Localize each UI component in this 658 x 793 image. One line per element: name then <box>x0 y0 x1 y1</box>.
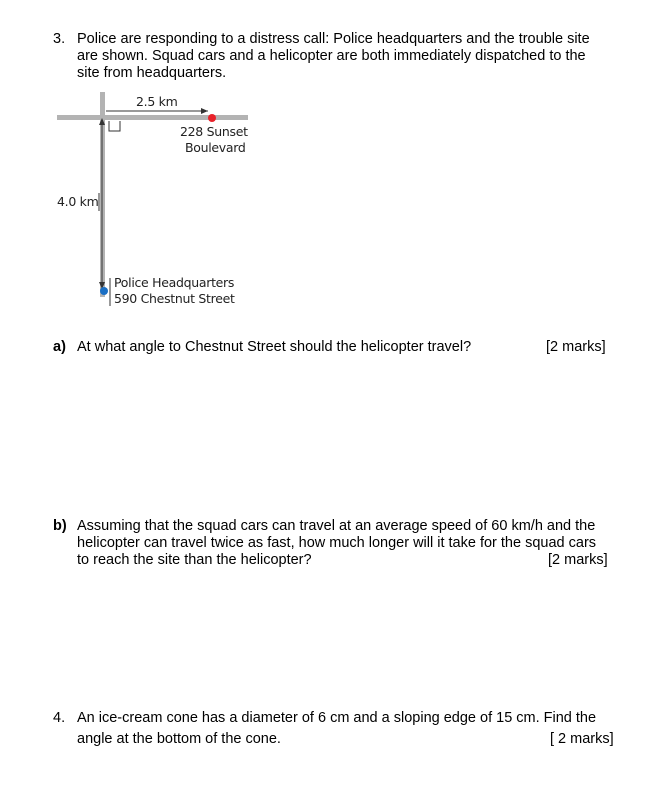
part-b-text-line-2: helicopter can travel twice as fast, how much longer will it take for the squad cars <box>77 535 597 551</box>
question-4-text-line-1: An ice-cream cone has a diameter of 6 cm and a sloping edge of 15 cm. Find the <box>77 710 597 726</box>
part-a-label: a) <box>53 339 66 355</box>
question-4-marks: [ 2 marks] <box>550 731 614 747</box>
part-a-text: At what angle to Chestnut Street should the helicopter travel? <box>77 339 472 355</box>
hq-label-line-2: 590 Chestnut Street <box>114 291 235 306</box>
right-angle-marker <box>109 121 120 131</box>
question-4-text-line-2: angle at the bottom of the cone. <box>77 731 281 747</box>
part-b-marks: [2 marks] <box>548 552 608 568</box>
question-3-number: 3. <box>53 31 66 47</box>
part-a-marks: [2 marks] <box>546 339 606 355</box>
map-diagram <box>0 0 658 330</box>
sunset-boulevard-road <box>57 115 248 120</box>
question-3-text-line-1: Police are responding to a distress call: Police headquarters and the trouble site <box>77 31 590 47</box>
site-label-line-2: Boulevard <box>185 140 246 155</box>
question-3-text-line-2: are shown. Squad cars and a helicopter are both immediately dispatched to the <box>77 48 586 64</box>
question-4-number: 4. <box>53 710 66 726</box>
map-diagram-svg <box>0 0 658 330</box>
part-b-text-line-3: to reach the site than the helicopter? <box>77 552 312 568</box>
part-b-text-line-1: Assuming that the squad cars can travel at an average speed of 60 km/h and the <box>77 518 596 534</box>
trouble-site-dot <box>208 114 216 122</box>
part-b-label: b) <box>53 518 67 534</box>
horizontal-distance-label: 2.5 km <box>136 94 178 109</box>
site-label-line-1: 228 Sunset <box>180 124 248 139</box>
police-hq-dot <box>100 287 108 295</box>
hq-label-line-1: Police Headquarters <box>114 275 235 290</box>
question-3-text-line-3: site from headquarters. <box>77 65 227 81</box>
vertical-distance-label: 4.0 km <box>57 194 99 209</box>
